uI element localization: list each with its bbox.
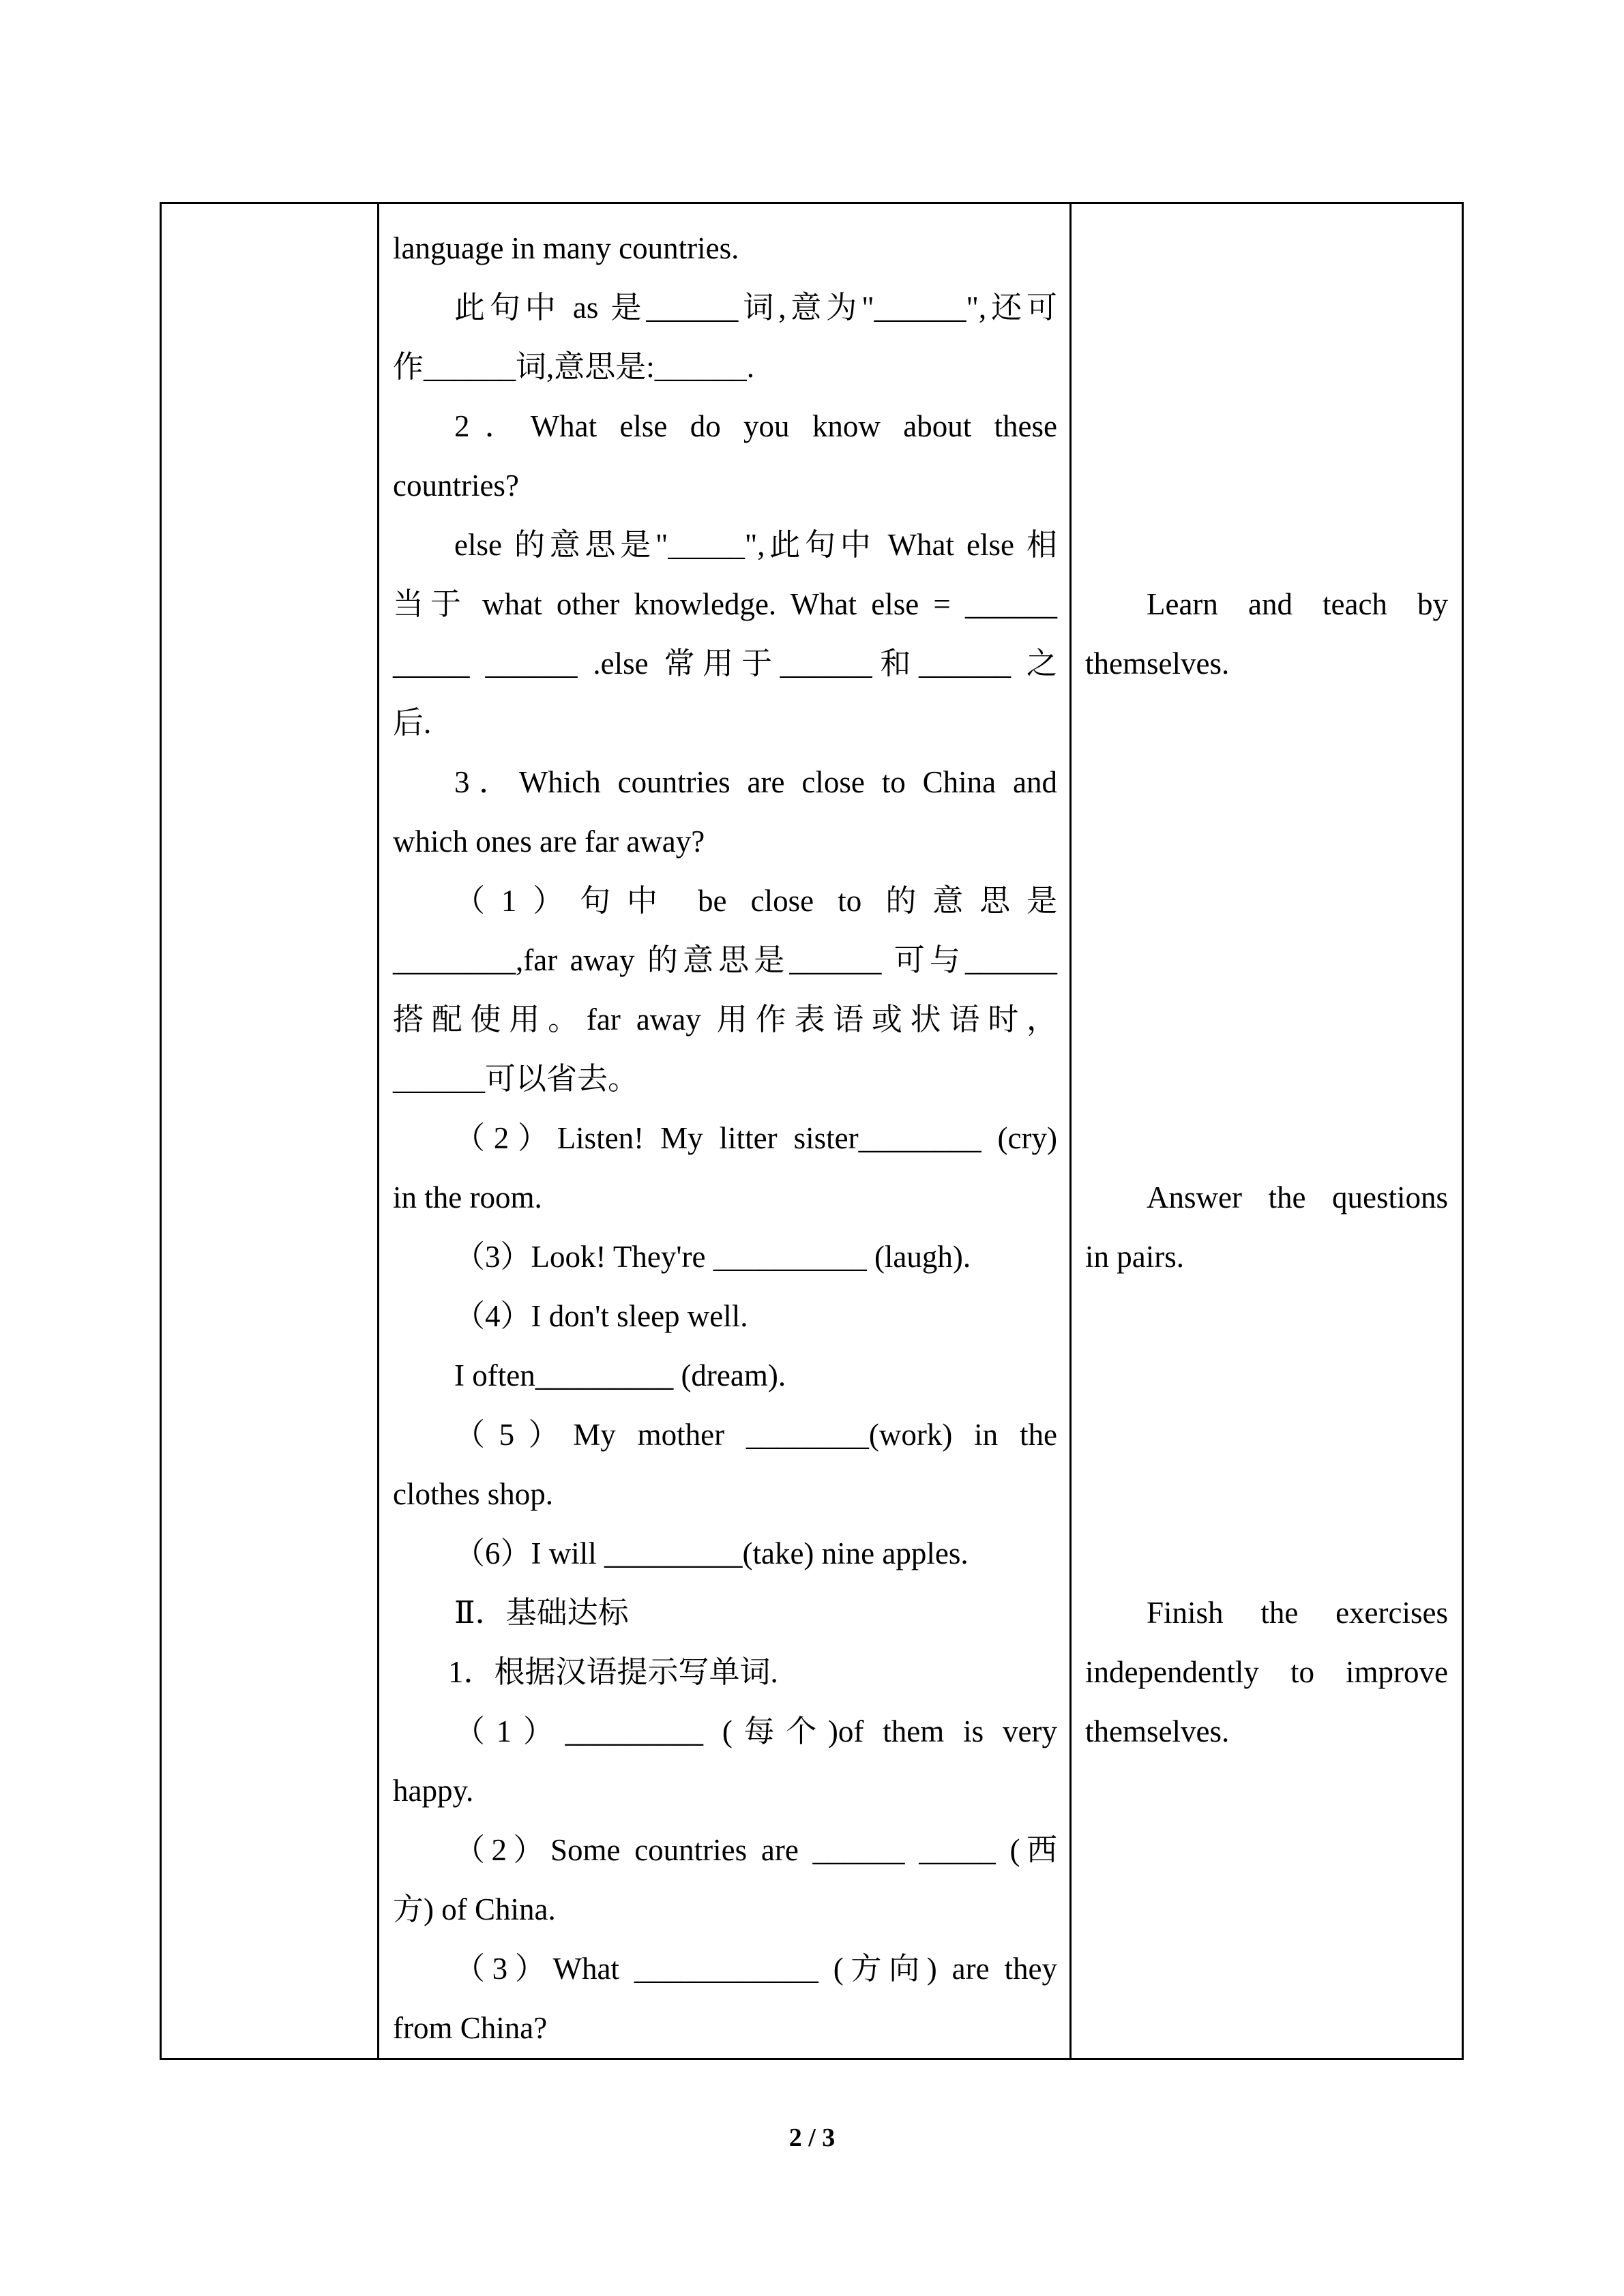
note-line: in pairs. <box>1085 1240 1184 1274</box>
note-line: independently to improve <box>1085 1655 1448 1689</box>
teacher-activity-note <box>1085 1583 1448 1761</box>
note-line: themselves. <box>1085 1714 1230 1748</box>
worksheet-line: 此句中 as 是______词,意为"______",还可 <box>454 290 1057 325</box>
note-line: Finish the exercises <box>1147 1596 1448 1630</box>
worksheet-line: in the room. <box>393 1180 542 1214</box>
worksheet-line: 搭配使用。far away 用作表语或状语时， <box>393 1002 1057 1037</box>
worksheet-line: countries? <box>393 468 519 503</box>
note-line: Answer the questions <box>1147 1180 1448 1214</box>
worksheet-line: ________,far away 的意思是______ 可与______ <box>393 943 1057 977</box>
note-line: themselves. <box>1085 646 1230 681</box>
worksheet-line: else 的意思是"_____",此句中 What else 相 <box>454 528 1057 562</box>
worksheet-line: （3）Look! They're __________ (laugh). <box>454 1240 971 1274</box>
teacher-activity-note <box>1085 1168 1448 1287</box>
worksheet-line: ______可以省去。 <box>393 1062 639 1096</box>
worksheet-line: 后. <box>393 706 432 740</box>
teacher-activity-note <box>1085 575 1448 694</box>
worksheet-line: （6）I will _________(take) nine apples. <box>454 1536 969 1570</box>
worksheet-line: language in many countries. <box>393 231 739 265</box>
worksheet-line: 方) of China. <box>393 1892 556 1926</box>
worksheet-line: 当于 what other knowledge. What else = ______ <box>393 587 1057 621</box>
note-line: Learn and teach by <box>1147 587 1448 621</box>
worksheet-line: 作______词,意思是:______. <box>393 350 755 384</box>
page-number: 2 / 3 <box>788 2123 836 2152</box>
worksheet-line: 2．What else do you know about these <box>454 409 1057 443</box>
worksheet-line: （1）_________ (每个)of them is very <box>454 1714 1057 1748</box>
table-cell-content <box>379 204 1072 2058</box>
worksheet-line: （5）My mother ________(work) in the <box>454 1418 1057 1452</box>
lesson-plan-table <box>160 202 1464 2060</box>
worksheet-line: （4）I don't sleep well. <box>454 1299 748 1333</box>
worksheet-line: I often_________ (dream). <box>454 1358 786 1392</box>
table-cell-left-empty <box>162 204 379 2058</box>
worksheet-line: 3．Which countries are close to China and <box>454 765 1057 799</box>
worksheet-line: clothes shop. <box>393 1477 553 1511</box>
worksheet-line: （2）Some countries are ______ _____ (西 <box>454 1833 1057 1867</box>
worksheet-line: （2）Listen! My litter sister________ (cry) <box>454 1121 1057 1155</box>
worksheet-line: （3）What ____________ (方向) are they <box>454 1952 1057 1986</box>
worksheet-line: （1）句中 be close to 的意思是 <box>454 884 1057 918</box>
worksheet-line: happy. <box>393 1774 474 1808</box>
table-cell-teacher-notes <box>1072 204 1462 2058</box>
worksheet-line: Ⅱ．基础达标 <box>454 1596 629 1630</box>
worksheet-line: 1．根据汉语提示写单词. <box>448 1655 778 1689</box>
worksheet-line: _____ ______ .else 常用于______和______ 之 <box>393 646 1057 681</box>
worksheet-line: from China? <box>393 2011 548 2045</box>
worksheet-line: which ones are far away? <box>393 824 705 859</box>
